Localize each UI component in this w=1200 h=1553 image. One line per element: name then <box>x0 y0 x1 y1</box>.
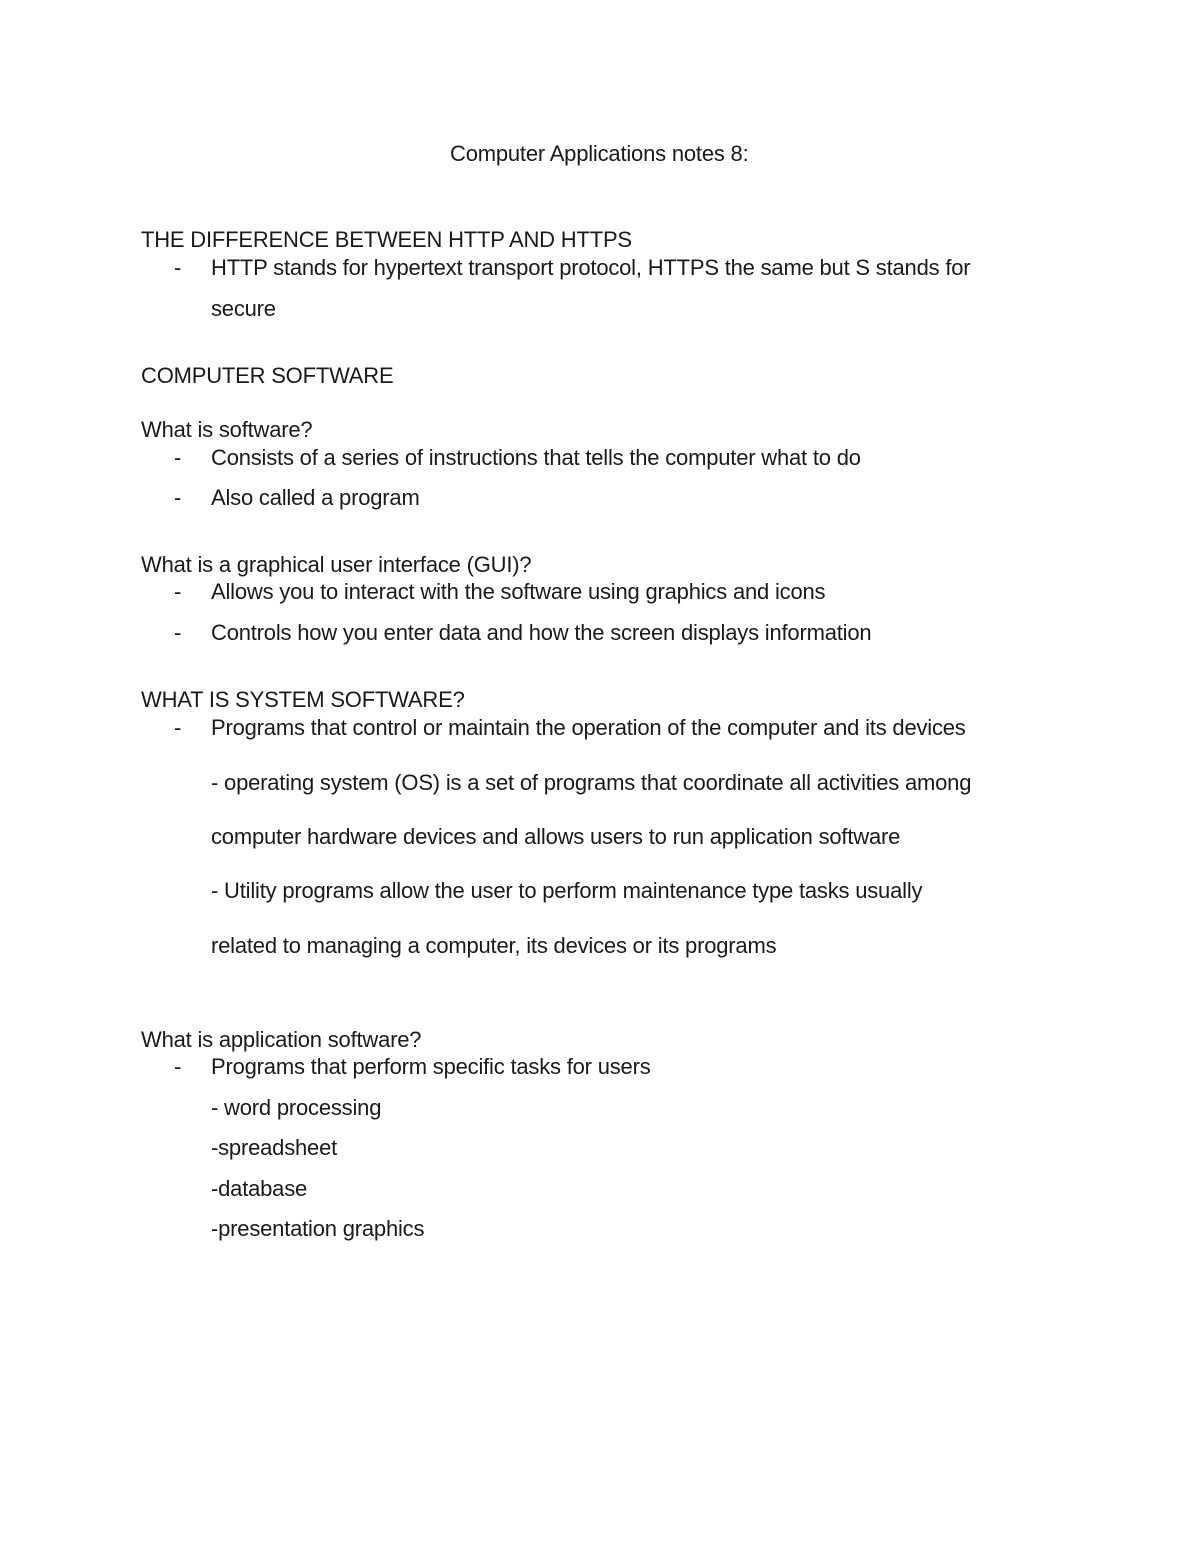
bullet-marker: - <box>174 255 182 280</box>
question-software: What is software? <box>141 417 313 442</box>
bullet-text: Programs that perform specific tasks for users <box>211 1054 651 1079</box>
bullet-text: Allows you to interact with the software using graphics and icons <box>211 579 826 604</box>
bullet-text: HTTP stands for hypertext transport protocol, HTTPS the same but S stands for <box>211 255 971 280</box>
sub-item-text: - operating system (OS) is a set of programs that coordinate all activities among <box>211 770 972 795</box>
bullet-marker: - <box>174 715 182 740</box>
list-item: -presentation graphics <box>211 1216 425 1241</box>
bullet-marker: - <box>174 485 182 510</box>
section-heading-software: COMPUTER SOFTWARE <box>141 363 394 388</box>
question-gui: What is a graphical user interface (GUI)? <box>141 552 532 577</box>
bullet-text-continued: secure <box>211 296 276 321</box>
section-heading-system: WHAT IS SYSTEM SOFTWARE? <box>141 687 465 712</box>
list-item: - word processing <box>211 1095 382 1120</box>
bullet-text: Also called a program <box>211 485 420 510</box>
bullet-marker: - <box>174 620 182 645</box>
bullet-text: Consists of a series of instructions that tells the computer what to do <box>211 445 861 470</box>
bullet-text: Controls how you enter data and how the screen displays information <box>211 620 872 645</box>
sub-item-text: computer hardware devices and allows users to run application software <box>211 824 901 849</box>
list-item: -database <box>211 1176 308 1201</box>
question-application-software: What is application software? <box>141 1027 422 1052</box>
section-heading-http: THE DIFFERENCE BETWEEN HTTP AND HTTPS <box>141 227 632 252</box>
bullet-marker: - <box>174 445 182 470</box>
sub-item-text: - Utility programs allow the user to perform maintenance type tasks usually <box>211 878 923 903</box>
bullet-text: Programs that control or maintain the operation of the computer and its devices <box>211 715 966 740</box>
bullet-marker: - <box>174 579 182 604</box>
sub-item-text: related to managing a computer, its devices or its programs <box>211 933 777 958</box>
page-title: Computer Applications notes 8: <box>450 141 749 166</box>
bullet-marker: - <box>174 1054 182 1079</box>
list-item: -spreadsheet <box>211 1135 338 1160</box>
